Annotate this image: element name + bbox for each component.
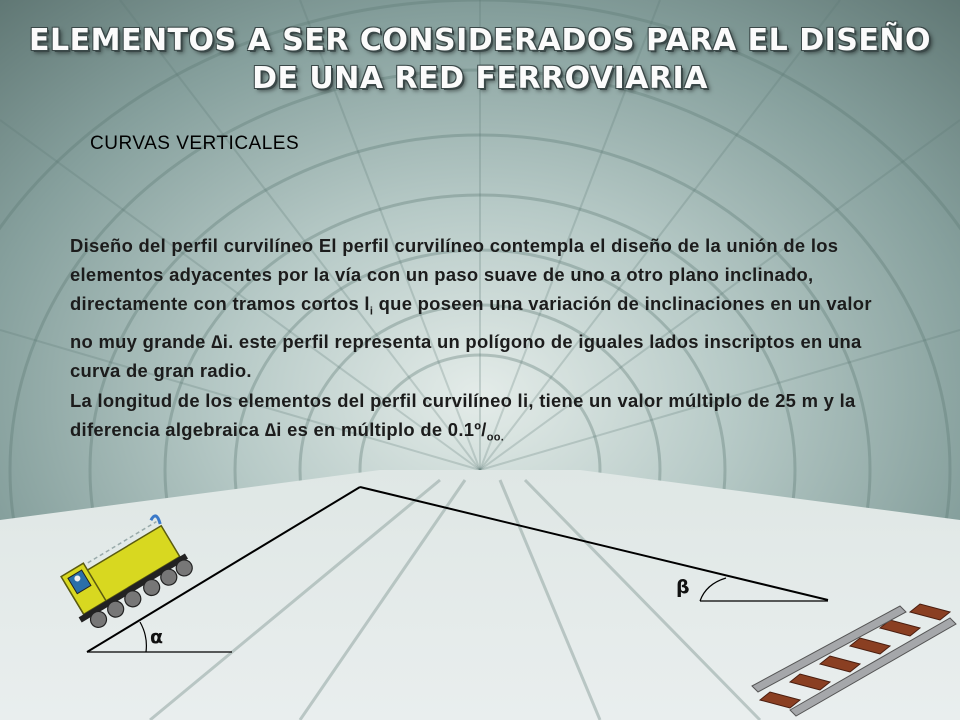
paragraph-2-part-a: La longitud de los elementos del perfil curvilíneo li, tiene un valor múltiplo de 25 m y la diferencia algebraica <box>70 389 856 440</box>
alpha-label: α <box>150 626 164 648</box>
paragraph-1-part-a: Diseño del perfil curvilíneo El perfil curvilíneo contempla el diseño de la unión de los elementos adyacentes por la vía con un paso suave de uno a otro plano inclinado, directamente con tramos cortos l <box>70 235 839 315</box>
paragraph-1-part-b: que poseen una variación de inclinaciones en un valor no muy grande <box>70 293 872 353</box>
paragraph-2-subscript: oo. <box>486 431 505 444</box>
delta-symbol: ∆ <box>264 418 277 440</box>
title-line-2: DE UNA RED FERROVIARIA <box>252 61 708 96</box>
train-car-icon <box>54 513 195 635</box>
delta-symbol: ∆ <box>211 331 223 353</box>
paragraph-1-part-c: i. este perfil representa un polígono de iguales lados inscriptos en una curva de gran radio. <box>70 331 862 382</box>
rail-track-icon <box>752 604 956 716</box>
section-subtitle: CURVAS VERTICALES <box>90 133 300 154</box>
paragraph-2-part-b: i es en múltiplo de 0.1º/ <box>276 418 487 440</box>
descending-slope-line <box>360 487 828 600</box>
beta-label: β <box>676 576 690 598</box>
paragraph-1-subscript: i <box>369 306 374 319</box>
title-line-1: ELEMENTOS A SER CONSIDERADOS PARA EL DISEÑO <box>29 23 931 58</box>
beta-arc <box>700 578 726 601</box>
alpha-arc <box>140 622 146 652</box>
